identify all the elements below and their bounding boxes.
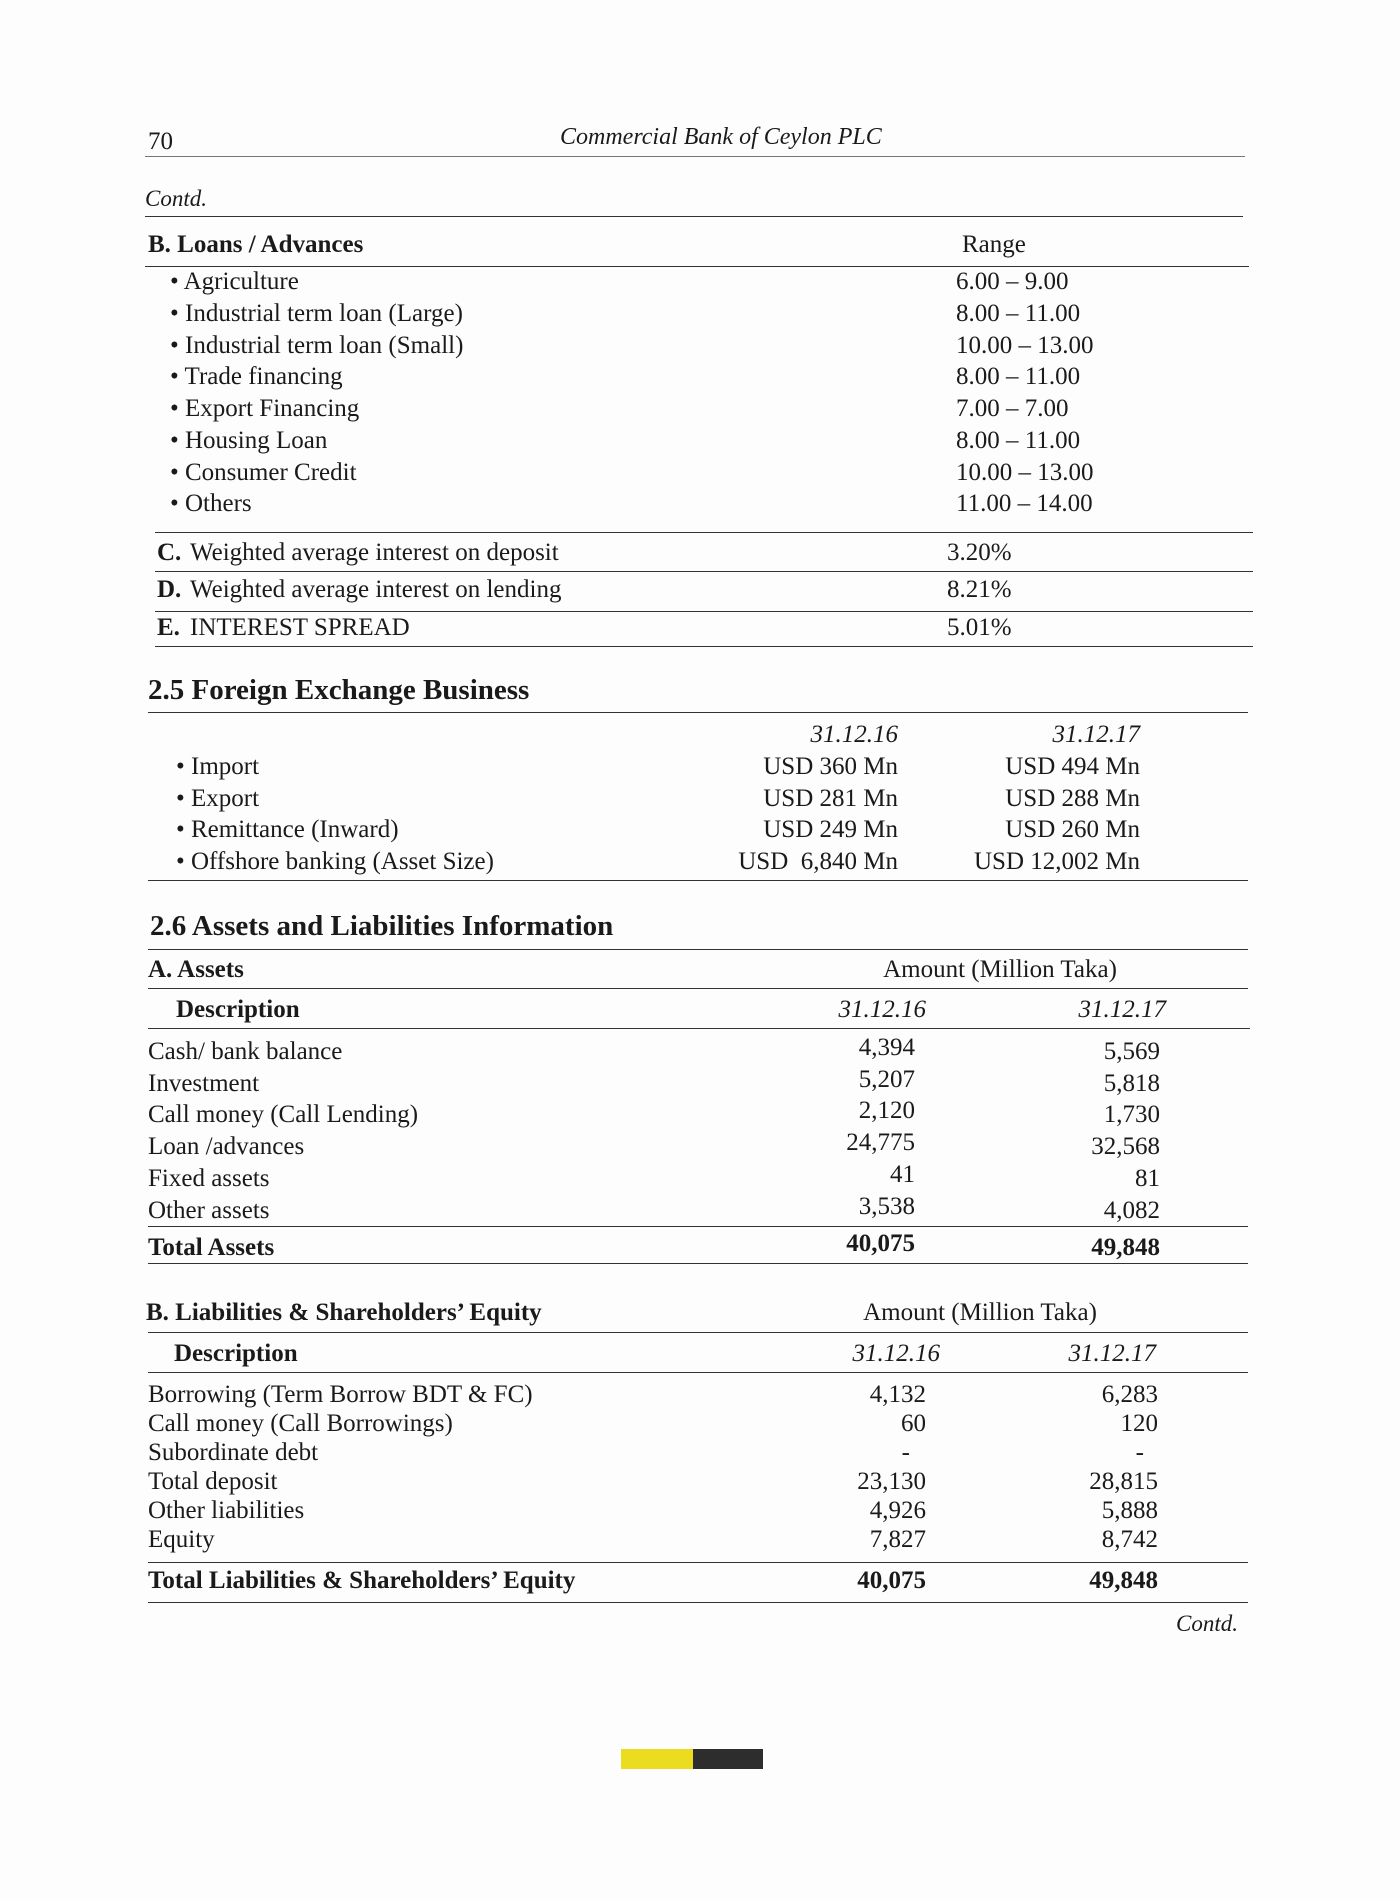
liabilities-total-bottom-rule xyxy=(148,1602,1248,1603)
loans-top-rule xyxy=(145,216,1243,217)
rate-row-spread: E. INTEREST SPREAD 5.01% xyxy=(157,614,1012,641)
rate-row-lending: D. Weighted average interest on lending 8.21% xyxy=(157,576,1012,603)
fx-col1-header: 31.12.16 xyxy=(810,721,898,748)
rate-row-deposit: C. Weighted average interest on deposit 3.20% xyxy=(157,539,1012,566)
contd-label-bottom: Contd. xyxy=(1176,1611,1238,1636)
assets-amount-header: Amount (Million Taka) xyxy=(883,956,1117,983)
liabilities-total-row: Total Liabilities & Shareholders’ Equity 40,075 49,848 xyxy=(148,1567,1158,1594)
liabilities-subhead-rule xyxy=(148,1332,1248,1333)
fx-col2-header: 31.12.17 xyxy=(1052,721,1140,748)
liabilities-total-top-rule xyxy=(148,1562,1248,1563)
fx-heading: 2.5 Foreign Exchange Business xyxy=(148,674,530,706)
assets-total-row: Total Assets 40,075 49,848 xyxy=(148,1230,1160,1261)
rate-rule-3 xyxy=(155,646,1253,647)
liabilities-col1-header: 31.12.16 xyxy=(852,1340,940,1367)
loans-bottom-rule xyxy=(155,532,1253,533)
footer-bar-yellow xyxy=(621,1749,693,1769)
page-number: 70 xyxy=(148,128,173,155)
assets-col2-header: 31.12.17 xyxy=(1078,996,1166,1023)
loans-header-rule xyxy=(145,266,1249,267)
assets-total-bottom-rule xyxy=(148,1263,1248,1264)
assets-heading: A. Assets xyxy=(148,956,244,983)
header-rule xyxy=(145,156,1245,157)
assets-colhead-rule xyxy=(148,1028,1250,1029)
contd-label-top: Contd. xyxy=(145,186,207,211)
loans-heading: B. Loans / Advances xyxy=(148,231,364,258)
liabilities-heading: B. Liabilities & Shareholders’ Equity xyxy=(146,1299,542,1326)
al-heading: 2.6 Assets and Liabilities Information xyxy=(150,910,614,942)
rate-rule-1 xyxy=(155,571,1253,572)
fx-top-rule xyxy=(148,712,1248,713)
assets-subhead-rule xyxy=(148,988,1248,989)
rate-rule-2 xyxy=(155,611,1253,612)
liabilities-colhead-rule xyxy=(148,1372,1248,1373)
liabilities-col2-header: 31.12.17 xyxy=(1068,1340,1156,1367)
range-column-header: Range xyxy=(962,231,1026,258)
footer-bar-dark xyxy=(693,1749,763,1769)
liabilities-amount-header: Amount (Million Taka) xyxy=(863,1299,1097,1326)
assets-top-rule xyxy=(148,949,1248,950)
assets-total-top-rule xyxy=(148,1226,1248,1227)
assets-description-header: Description xyxy=(176,996,300,1023)
assets-col1-header: 31.12.16 xyxy=(838,996,926,1023)
running-header-title: Commercial Bank of Ceylon PLC xyxy=(560,124,882,150)
liabilities-description-header: Description xyxy=(174,1340,298,1367)
fx-bottom-rule xyxy=(148,880,1248,881)
